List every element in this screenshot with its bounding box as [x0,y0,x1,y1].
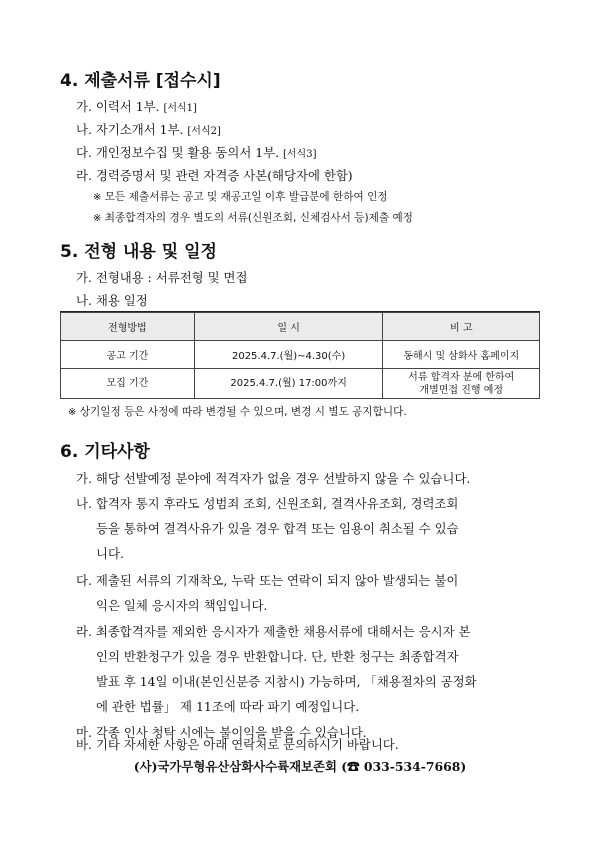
table-cell-date: 2025.4.7.(월)~4.30(수) [194,341,383,369]
table-header-row [61,313,540,341]
section-6-line: 익은 일체 응시자의 책임입니다. [96,598,268,613]
table-cell-remark: 서류 합격자 분에 한하여 개별면접 진행 예정 [383,369,540,399]
section-6-title: 6. 기타사항 [60,442,150,462]
table-cell-remark: 동해시 및 삼화사 홈페이지 [383,341,540,369]
section-5-item-ga: 가. 전형내용 : 서류전형 및 면접 [76,270,248,285]
section-6-line: 에 관한 법률」 제 11조에 따라 파기 예정입니다. [96,699,360,714]
section-4-title: 4. 제출서류 [접수시] [60,71,221,91]
section-5-item-na: 나. 채용 일정 [76,293,148,308]
section-6-line: 가. 해당 선발예정 분야에 적격자가 없을 경우 선발하지 않을 수 있습니다. [76,471,471,486]
section-6-line: 등을 통하여 결격사유가 있을 경우 합격 또는 임용이 취소될 수 있습 [96,521,459,536]
note-mark-icon: ※ [93,213,102,224]
section-5-title: 5. 전형 내용 및 일정 [60,242,217,262]
section-4-note-2: ※ 최종합격자의 경우 별도의 서류(신원조회, 신체검사서 등)제출 예정 [93,212,413,224]
table-cell-method: 공고 기간 [61,341,195,369]
section-6-line: 니다. [96,546,124,561]
phone-icon: ☎ [347,759,360,774]
section-4-item-na: 나. 자기소개서 1부. [서식2] [76,122,221,137]
section-6-line: 다. 제출된 서류의 기재착오, 누락 또는 연락이 되지 않아 발생되는 불이 [76,573,459,588]
table-header: 일 시 [194,313,383,341]
phone-number: 033-534-7668 [363,759,461,774]
schedule-table [60,312,540,399]
section-4-item-ga: 가. 이력서 1부. [서식1] [76,99,197,114]
section-6-line: 발표 후 14일 이내(본인신분증 지참시) 가능하며, 「채용절차의 공정화 [96,674,477,689]
section-6-line: 라. 최종합격자를 제외한 응시자가 제출한 채용서류에 대해서는 응시자 본 [76,624,471,639]
table-header: 비 고 [383,313,540,341]
org-name: (사)국가무형유산삼화사수륙재보존회 [133,759,337,774]
note-mark-icon: ※ [93,192,102,203]
section-4-note-1: ※ 모든 제출서류는 공고 및 재공고일 이후 발급분에 한하여 인정 [93,191,388,203]
section-6-line: 마. 각종 인사 청탁 시에는 불이익을 받을 수 있습니다. [76,725,367,740]
table-row [61,341,540,369]
table-header: 전형방법 [61,313,195,341]
table-cell-method: 모집 기간 [61,369,195,399]
section-4-item-ra: 라. 경력증명서 및 관련 자격증 사본(해당자에 한함) [76,168,353,183]
contact-footer: (사)국가무형유산삼화사수륙재보존회 (☎ 033-534-7668) [133,759,467,774]
table-cell-date: 2025.4.7.(월) 17:00까지 [194,369,383,399]
table-row [61,369,540,399]
section-6-line: 나. 합격자 통지 후라도 성범죄 조회, 신원조회, 결격사유조회, 경력조회 [76,496,459,511]
note-mark-icon: ※ [68,407,77,418]
section-6-line: 바. 기타 자세한 사항은 아래 연락처로 문의하시기 바랍니다. [76,737,399,752]
section-5-note: ※ 상기일정 등은 사정에 따라 변경될 수 있으며, 변경 시 별도 공지합니다. [68,406,407,418]
section-4-item-da: 다. 개인정보수집 및 활용 동의서 1부. [서식3] [76,145,317,160]
section-6-line: 인의 반환청구가 있을 경우 반환합니다. 단, 반환 청구는 최종합격자 [96,649,459,664]
